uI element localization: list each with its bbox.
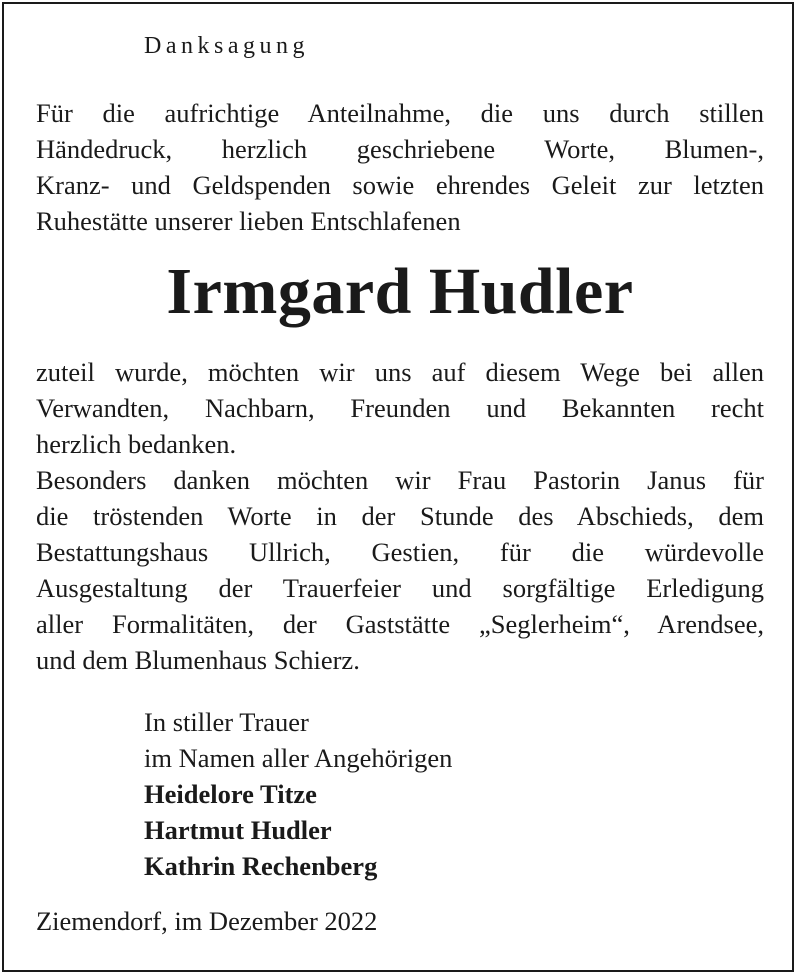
mourner-name: Kathrin Rechenberg bbox=[144, 851, 378, 881]
text-line: Kranz- und Geldspenden sowie ehrendes Geleit zur letzten bbox=[36, 170, 764, 200]
mourner-name: Hartmut Hudler bbox=[144, 815, 332, 845]
text-line: Bestattungshaus Ullrich, Gestien, für die würdevolle bbox=[36, 537, 764, 567]
mourner-name: Heidelore Titze bbox=[144, 779, 317, 809]
thanks-paragraph-2 bbox=[36, 354, 764, 462]
text-line: Ausgestaltung der Trauerfeier und sorgfältige Erledigung bbox=[36, 573, 764, 603]
deceased-name: Irmgard Hudler bbox=[166, 255, 634, 328]
text-line: Ruhestätte unserer lieben Entschlafenen bbox=[36, 206, 461, 236]
text-line: und dem Blumenhaus Schierz. bbox=[36, 645, 360, 675]
text-line: Händedruck, herzlich geschriebene Worte, Blumen-, bbox=[36, 134, 764, 164]
signature-line: im Namen aller Angehörigen bbox=[144, 743, 453, 773]
text-line: Besonders danken möchten wir Frau Pastorin Janus für bbox=[36, 465, 764, 495]
text-line: die tröstenden Worte in der Stunde des Abschieds, dem bbox=[36, 501, 764, 531]
text-line: Verwandten, Nachbarn, Freunden und Bekannten recht bbox=[36, 393, 764, 423]
thanks-paragraph-1 bbox=[36, 95, 764, 239]
text-line: herzlich bedanken. bbox=[36, 429, 237, 459]
place-date: Ziemendorf, im Dezember 2022 bbox=[36, 906, 378, 936]
text-line: aller Formalitäten, der Gaststätte „Seglerheim“, Arendsee, bbox=[36, 609, 764, 639]
signature-line: In stiller Trauer bbox=[144, 707, 309, 737]
signature-block bbox=[144, 704, 452, 884]
thanks-paragraph-3 bbox=[36, 462, 764, 678]
notice-heading: Danksagung bbox=[144, 33, 309, 59]
text-line: zuteil wurde, möchten wir uns auf diesem Wege bei allen bbox=[36, 357, 764, 387]
text-line: Für die aufrichtige Anteilnahme, die uns durch stillen bbox=[36, 98, 764, 128]
